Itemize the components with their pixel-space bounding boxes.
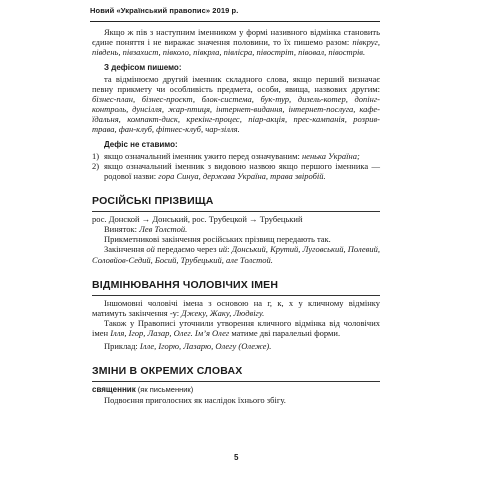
section-heading-surnames: РОСІЙСЬКІ ПРІЗВИЩА xyxy=(92,195,214,208)
list-item-example: гора Синуа, держава Україна, трава звіробій. xyxy=(158,171,326,182)
header-rule xyxy=(90,21,380,22)
section-rule xyxy=(92,211,380,212)
list-item-example: ненька Україна; xyxy=(301,150,360,161)
section-heading-words: ЗМІНИ В ОКРЕМИХ СЛОВАХ xyxy=(92,365,243,378)
list-item-body: якщо означальний іменник ужито перед означуваним: xyxy=(104,150,302,161)
names-examples-3: Ілле, Ігорю, Лазарю, Олегу (Олеже). xyxy=(139,340,272,351)
section-rule xyxy=(92,381,380,382)
surnames-examples: Донський, Крутий, Луговський, Полевий, Соловйов-Седий, Босий, Трубецький, але Толстой. xyxy=(92,244,380,265)
text-span: Іншомовні чоловічі імена з основою на г, к, х у кличному відмінку матимуть закінчення -у: xyxy=(92,297,380,318)
intro-paragraph xyxy=(92,27,380,57)
hyphen-rule-text: та відмінюємо другий іменник складного слова, якщо перший визначає певну прикмету чи особливість предмета, особи, явища, назвових другим: xyxy=(92,73,380,94)
surnames-paragraph-2 xyxy=(92,244,380,264)
names-paragraph-3 xyxy=(92,341,380,351)
list-item xyxy=(92,151,380,161)
intro-examples: півкруг, південь, півзахист, півколо, півкрла, півлісра, півостріт, півовал, півострів. xyxy=(92,37,380,58)
names-examples-2: Ілля, Ігор, Лазар, Олег. Ім’я Олег xyxy=(110,327,230,338)
section-heading-names: ВІДМІНЮВАННЯ ЧОЛОВІЧИХ ІМЕН xyxy=(92,278,279,291)
ending-span: ой xyxy=(146,244,155,255)
text-span: Закінчення xyxy=(104,244,147,255)
list-item-text xyxy=(104,161,380,181)
running-header: Новий «Український правопис» 2019 р. xyxy=(90,6,239,15)
text-span: Також у Правописі уточнили утворення кличного відмінка від чоловічих імен xyxy=(92,317,380,338)
hyphen-examples: бізнес-план, бізнес-проєкт, блок-система, бук-тур, дизель-котер, допінг-контроль, дунсілля, жар-птиця, інтернет-видання, інтернет-послуга, кафе-їдальня, компакт-диск, крекінг-процес, піар-акція, прес-кампанія, розрив-трава, фан-клуб, фітнес-клуб, чар-зілля. xyxy=(92,93,380,135)
text-span: матиме дві паралельні форми. xyxy=(229,327,341,338)
page-number: 5 xyxy=(234,453,239,462)
exception-label: Виняток: xyxy=(104,224,140,235)
word-note: (як письменник) xyxy=(135,385,194,395)
section-rule xyxy=(92,295,380,296)
surnames-exception xyxy=(92,224,380,234)
word-entry xyxy=(92,384,380,395)
text-span: передаємо через xyxy=(154,244,219,255)
no-hyphen-heading: Дефіс не ставимо: xyxy=(104,140,178,150)
hyphen-heading: З дефісом пишемо: xyxy=(104,63,182,73)
hyphen-rule-paragraph xyxy=(92,74,380,135)
list-item-number: 2) xyxy=(92,160,100,171)
intro-text: Якщо ж пів з наступним іменником у формі називного відмінка становить єдине поняття і не виражає значення половини, то їх пишемо разом: xyxy=(92,27,380,48)
list-item-number: 1) xyxy=(92,150,100,161)
text-span: Приклад: xyxy=(104,340,140,351)
names-paragraph-2 xyxy=(92,318,380,338)
names-examples-1: Джеку, Жаку, Людвігу. xyxy=(181,307,265,318)
surnames-paragraph-1: Прикметникові закінчення російських прізвищ передають так. xyxy=(104,234,331,245)
names-paragraph-1 xyxy=(92,298,380,318)
list-item-body: якщо означальний іменник з видовою назвою якщо першого іменника — родової назви: xyxy=(104,160,380,182)
ending-span: ий xyxy=(218,244,228,255)
word-headword: священник xyxy=(92,385,136,395)
exception-example: Лев Толстой. xyxy=(139,224,188,235)
list-item-text xyxy=(104,151,380,161)
page-body xyxy=(92,27,380,405)
list-item xyxy=(92,161,380,181)
surnames-example-text: рос. Донской → Донський, рос. Трубецкой → Трубецький xyxy=(92,214,303,225)
text-span: : xyxy=(227,244,232,255)
words-paragraph: Подвоєння приголосних як наслідок їхнього збігу. xyxy=(104,395,286,406)
surnames-example-line xyxy=(92,214,380,224)
